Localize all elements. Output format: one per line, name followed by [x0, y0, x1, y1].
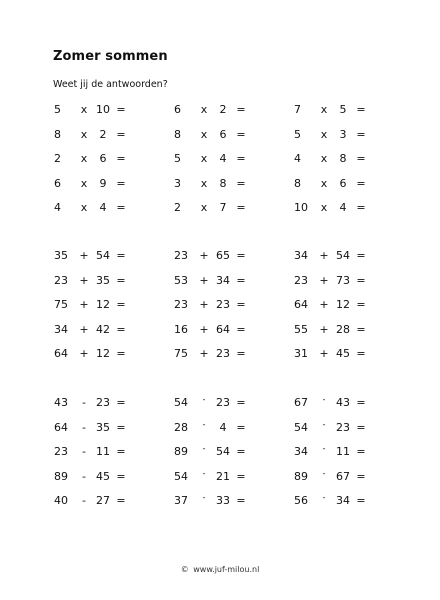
operand-b: 54: [216, 445, 230, 458]
equals-sign: =: [236, 445, 246, 458]
operand-b: 4: [99, 201, 107, 214]
operand-b: 35: [96, 273, 110, 287]
operand-b: 11: [96, 445, 110, 458]
equals-sign: =: [356, 322, 366, 336]
equals-sign: =: [236, 420, 246, 434]
operator-symbol: +: [199, 347, 209, 360]
footer-site: www.juf-milou.nl: [193, 565, 260, 574]
equals-sign: =: [236, 152, 246, 165]
exercise-row: [52, 149, 382, 174]
operator-symbol: +: [199, 249, 209, 262]
operand-b: 23: [216, 347, 230, 360]
operand-a: 31: [294, 347, 308, 360]
exercise-block: [52, 393, 382, 516]
exercise-block: [52, 246, 382, 369]
operator-symbol: x: [320, 176, 328, 190]
operator-symbol: x: [80, 176, 88, 190]
operator-symbol: +: [319, 298, 329, 311]
operand-a: 34: [294, 249, 308, 262]
equals-sign: =: [236, 127, 246, 141]
operator-symbol: -: [202, 395, 206, 404]
equals-sign: =: [116, 298, 126, 311]
operand-a: 28: [174, 420, 188, 434]
operand-b: 9: [99, 176, 107, 190]
operand-a: 64: [54, 420, 68, 434]
operand-b: 23: [336, 420, 350, 434]
operator-symbol: -: [322, 444, 326, 453]
operand-a: 10: [294, 201, 308, 214]
operator-symbol: -: [322, 493, 326, 502]
operand-b: 65: [216, 249, 230, 262]
operand-b: 12: [96, 347, 110, 360]
equals-sign: =: [116, 176, 126, 190]
operand-a: 8: [54, 127, 61, 141]
operator-symbol: -: [82, 396, 86, 409]
equals-sign: =: [356, 298, 366, 311]
operand-a: 54: [174, 469, 188, 483]
equals-sign: =: [356, 249, 366, 262]
operand-a: 5: [294, 127, 301, 141]
exercise-row: [52, 246, 382, 271]
operator-symbol: +: [199, 322, 209, 336]
operand-a: 8: [294, 176, 301, 190]
exercise-row: [52, 295, 382, 320]
operand-a: 23: [294, 273, 308, 287]
equals-sign: =: [116, 273, 126, 287]
equals-sign: =: [236, 273, 246, 287]
page-title: Zomer sommen: [53, 49, 168, 64]
operand-b: 27: [96, 494, 110, 507]
operator-symbol: +: [79, 273, 89, 287]
operand-a: 5: [174, 152, 181, 165]
footer: [0, 565, 440, 574]
operator-symbol: -: [82, 445, 86, 458]
operand-b: 11: [336, 445, 350, 458]
operator-symbol: +: [319, 322, 329, 336]
operand-a: 54: [174, 396, 188, 409]
operator-symbol: x: [80, 127, 88, 141]
equals-sign: =: [236, 103, 246, 116]
operand-b: 2: [99, 127, 107, 141]
operand-b: 6: [219, 127, 227, 141]
operand-a: 56: [294, 494, 308, 507]
operand-b: 4: [339, 201, 347, 214]
operator-symbol: -: [322, 468, 326, 478]
operand-b: 2: [219, 103, 227, 116]
exercise-row: [52, 174, 382, 199]
operator-symbol: x: [80, 152, 88, 165]
equals-sign: =: [116, 201, 126, 214]
operand-b: 42: [96, 322, 110, 336]
operand-b: 7: [219, 201, 227, 214]
equals-sign: =: [236, 298, 246, 311]
equals-sign: =: [236, 469, 246, 483]
exercise-row: [52, 442, 382, 467]
equals-sign: =: [116, 469, 126, 483]
operand-a: 6: [174, 103, 181, 116]
operand-b: 3: [339, 127, 347, 141]
operand-b: 45: [336, 347, 350, 360]
equals-sign: =: [236, 176, 246, 190]
operand-b: 73: [336, 273, 350, 287]
operator-symbol: +: [199, 273, 209, 287]
operator-symbol: -: [322, 395, 326, 404]
exercise-block: [52, 100, 382, 223]
equals-sign: =: [236, 322, 246, 336]
operator-symbol: -: [202, 419, 206, 429]
operand-a: 89: [54, 469, 68, 483]
operator-symbol: x: [200, 127, 208, 141]
operator-symbol: +: [319, 249, 329, 262]
operand-b: 8: [219, 176, 227, 190]
operand-a: 75: [174, 347, 188, 360]
operand-b: 54: [336, 249, 350, 262]
equals-sign: =: [116, 420, 126, 434]
operand-a: 89: [294, 469, 308, 483]
operand-a: 7: [294, 103, 301, 116]
operand-b: 10: [96, 103, 110, 116]
operator-symbol: x: [320, 201, 328, 214]
operator-symbol: x: [80, 201, 88, 214]
operator-symbol: x: [200, 152, 208, 165]
operand-a: 2: [174, 201, 181, 214]
operand-a: 67: [294, 396, 308, 409]
operator-symbol: -: [82, 469, 86, 483]
operand-a: 89: [174, 445, 188, 458]
operand-b: 21: [216, 469, 230, 483]
equals-sign: =: [356, 469, 366, 483]
equals-sign: =: [236, 347, 246, 360]
exercise-row: [52, 344, 382, 369]
operator-symbol: x: [200, 176, 208, 190]
equals-sign: =: [236, 494, 246, 507]
operand-a: 55: [294, 322, 308, 336]
operand-b: 33: [216, 494, 230, 507]
operand-a: 5: [54, 103, 61, 116]
operand-a: 35: [54, 249, 68, 262]
equals-sign: =: [356, 420, 366, 434]
equals-sign: =: [236, 396, 246, 409]
operator-symbol: +: [79, 298, 89, 311]
equals-sign: =: [116, 396, 126, 409]
operand-b: 23: [216, 298, 230, 311]
subtitle: Weet jij de antwoorden?: [53, 79, 168, 90]
operand-a: 37: [174, 494, 188, 507]
operand-b: 12: [96, 298, 110, 311]
operator-symbol: x: [320, 127, 328, 141]
operator-symbol: +: [319, 347, 329, 360]
operand-a: 23: [54, 273, 68, 287]
operator-symbol: x: [320, 103, 328, 116]
equals-sign: =: [116, 127, 126, 141]
operator-symbol: -: [322, 419, 326, 429]
exercise-row: [52, 467, 382, 492]
equals-sign: =: [356, 127, 366, 141]
operator-symbol: +: [79, 249, 89, 262]
equals-sign: =: [116, 494, 126, 507]
operand-b: 5: [339, 103, 347, 116]
operator-symbol: -: [202, 444, 206, 453]
operand-a: 4: [294, 152, 301, 165]
operand-a: 23: [174, 298, 188, 311]
equals-sign: =: [356, 176, 366, 190]
equals-sign: =: [116, 445, 126, 458]
operator-symbol: x: [320, 152, 328, 165]
exercise-row: [52, 393, 382, 418]
equals-sign: =: [356, 347, 366, 360]
equals-sign: =: [116, 322, 126, 336]
operand-a: 64: [54, 347, 68, 360]
operand-a: 43: [54, 396, 68, 409]
operand-a: 23: [54, 445, 68, 458]
operand-b: 4: [219, 420, 227, 434]
operator-symbol: +: [319, 273, 329, 287]
exercise-row: [52, 491, 382, 516]
operand-b: 6: [339, 176, 347, 190]
equals-sign: =: [356, 494, 366, 507]
exercise-row: [52, 100, 382, 125]
equals-sign: =: [356, 445, 366, 458]
operand-a: 2: [54, 152, 61, 165]
operand-a: 34: [294, 445, 308, 458]
exercise-row: [52, 320, 382, 345]
equals-sign: =: [356, 273, 366, 287]
operand-b: 45: [96, 469, 110, 483]
exercise-row: [52, 198, 382, 223]
operand-b: 34: [216, 273, 230, 287]
equals-sign: =: [116, 103, 126, 116]
operand-b: 34: [336, 494, 350, 507]
operator-symbol: +: [199, 298, 209, 311]
operand-a: 34: [54, 322, 68, 336]
equals-sign: =: [356, 201, 366, 214]
operand-a: 64: [294, 298, 308, 311]
exercise-row: [52, 125, 382, 150]
equals-sign: =: [356, 396, 366, 409]
operator-symbol: -: [202, 468, 206, 478]
operand-a: 6: [54, 176, 61, 190]
operand-a: 16: [174, 322, 188, 336]
operand-b: 23: [216, 396, 230, 409]
operator-symbol: +: [79, 347, 89, 360]
operand-b: 23: [96, 396, 110, 409]
operand-b: 35: [96, 420, 110, 434]
operand-b: 6: [99, 152, 107, 165]
operand-a: 23: [174, 249, 188, 262]
operand-a: 4: [54, 201, 61, 214]
operator-symbol: x: [200, 103, 208, 116]
operand-b: 12: [336, 298, 350, 311]
copyright-icon: ©: [180, 565, 189, 574]
operator-symbol: x: [80, 103, 88, 116]
operator-symbol: -: [82, 494, 86, 507]
operand-b: 67: [336, 469, 350, 483]
operand-a: 75: [54, 298, 68, 311]
equals-sign: =: [236, 201, 246, 214]
operand-a: 54: [294, 420, 308, 434]
exercise-row: [52, 418, 382, 443]
equals-sign: =: [116, 347, 126, 360]
operand-b: 54: [96, 249, 110, 262]
operator-symbol: +: [79, 322, 89, 336]
operand-b: 4: [219, 152, 227, 165]
operand-a: 8: [174, 127, 181, 141]
operand-a: 53: [174, 273, 188, 287]
operator-symbol: x: [200, 201, 208, 214]
equals-sign: =: [116, 249, 126, 262]
equals-sign: =: [356, 103, 366, 116]
equals-sign: =: [116, 152, 126, 165]
operand-a: 40: [54, 494, 68, 507]
exercise-row: [52, 271, 382, 296]
operand-b: 28: [336, 322, 350, 336]
operand-b: 8: [339, 152, 347, 165]
operand-a: 3: [174, 176, 181, 190]
operand-b: 64: [216, 322, 230, 336]
equals-sign: =: [356, 152, 366, 165]
operand-b: 43: [336, 396, 350, 409]
operator-symbol: -: [82, 420, 86, 434]
operator-symbol: -: [202, 493, 206, 502]
equals-sign: =: [236, 249, 246, 262]
